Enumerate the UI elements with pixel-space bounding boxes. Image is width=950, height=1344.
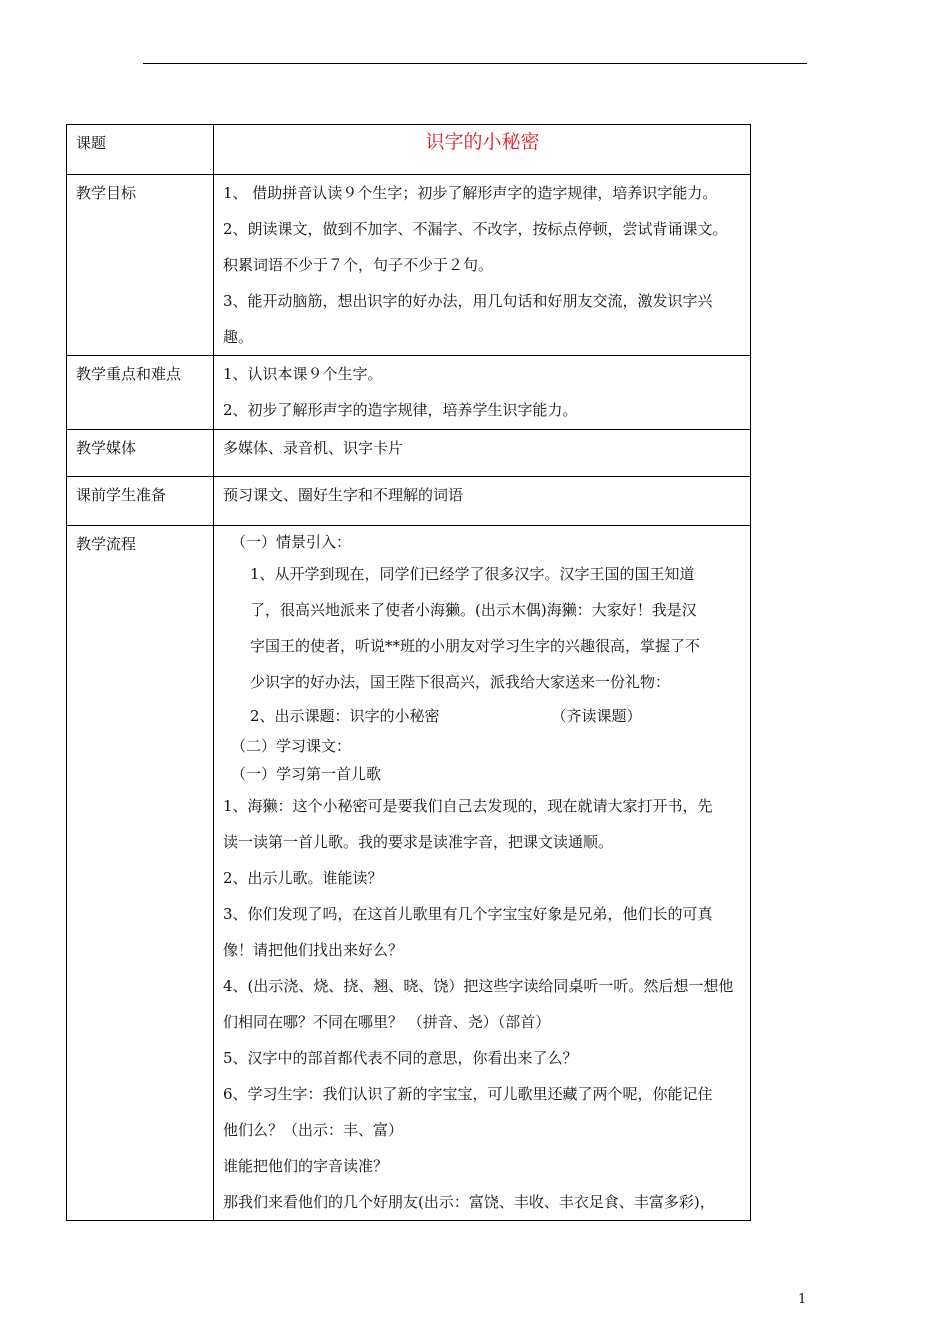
key-points-label: 教学重点和难点 — [67, 356, 214, 430]
process-line: 2、出示儿歌。谁能读？ — [223, 869, 383, 887]
goal-line: 3、能开动脑筋，想出识字的好办法，用几句话和好朋友交流，激发识字兴 — [223, 292, 713, 310]
process-line: 3、你们发现了吗，在这首儿歌里有几个字宝宝好象是兄弟，他们长的可真 — [223, 905, 713, 923]
goal-line: 1、 借助拼音认读９个生字；初步了解形声字的造字规律，培养识字能力。 — [223, 184, 718, 202]
process-line: 们相同在哪？不同在哪里？ （拼音、尧）（部首） — [223, 1013, 551, 1031]
process-line: 1、海獭：这个小秘密可是要我们自己去发现的，现在就请大家打开书，先 — [223, 797, 713, 815]
goals-row — [67, 175, 751, 356]
section-heading: （二）学习课文： — [231, 737, 352, 755]
goal-line: 积累词语不少于７个，句子不少于２句。 — [223, 256, 494, 274]
goals-cell — [214, 175, 751, 356]
media-row — [67, 430, 751, 477]
process-row — [67, 526, 751, 1221]
section-heading: （一）情景引入： — [231, 533, 352, 551]
process-line: 4、(出示浇、烧、挠、翘、晓、饶）把这些字读给同桌听一听。然后想一想他 — [223, 977, 734, 995]
process-label: 教学流程 — [67, 526, 214, 1221]
header-rule — [143, 63, 807, 64]
prep-row — [67, 477, 751, 526]
key-point-line: 2、初步了解形声字的造字规律，培养学生识字能力。 — [223, 401, 578, 419]
process-line: 1、从开学到现在，同学们已经学了很多汉字。汉字王国的国王知道 — [250, 565, 695, 583]
title-display-item: 2、出示课题：识字的小秘密 — [250, 707, 440, 725]
process-line: 谁能把他们的字音读准？ — [223, 1157, 389, 1175]
media-label: 教学媒体 — [67, 430, 214, 477]
process-line — [223, 700, 742, 732]
process-line: 字国王的使者，听说**班的小朋友对学习生字的兴趣很高，掌握了不 — [250, 637, 701, 655]
page-number: 1 — [798, 1292, 807, 1307]
process-line: 6、学习生字：我们认识了新的字宝宝，可儿歌里还藏了两个呢，你能记住 — [223, 1085, 713, 1103]
key-point-line: 1、认识本课９个生字。 — [223, 365, 383, 383]
goal-line: 趣。 — [223, 328, 254, 346]
media-cell — [214, 430, 751, 477]
title-label: 课题 — [67, 125, 214, 175]
goals-label: 教学目标 — [67, 175, 214, 356]
process-line: 那我们来看他们的几个好朋友(出示：富饶、丰收、丰衣足食、丰富多彩)， — [223, 1193, 715, 1211]
key-points-row — [67, 356, 751, 430]
process-line: 了，很高兴地派来了使者小海獭。(出示木偶)海獭：大家好！我是汉 — [250, 601, 697, 619]
key-points-cell — [214, 356, 751, 430]
process-line: 少识字的好办法，国王陛下很高兴，派我给大家送来一份礼物： — [250, 673, 671, 691]
prep-text: 预习课文、圈好生字和不理解的词语 — [223, 486, 464, 504]
media-text: 多媒体、录音机、识字卡片 — [223, 439, 404, 457]
process-line: 像！请把他们找出来好么？ — [223, 941, 404, 959]
process-cell — [214, 526, 751, 1221]
process-line: 5、汉字中的部首都代表不同的意思，你看出来了么？ — [223, 1049, 578, 1067]
goal-line: 2、朗读课文，做到不加字、不漏字、不改字，按标点停顿，尝试背诵课文。 — [223, 220, 728, 238]
sub-heading: （一）学习第一首儿歌 — [231, 765, 382, 783]
process-line: 读一读第一首儿歌。我的要求是读准字音，把课文读通顺。 — [223, 833, 614, 851]
process-line: 他们么？（出示：丰、富） — [223, 1121, 404, 1139]
lesson-plan-table — [66, 124, 751, 1221]
title-cell — [214, 125, 751, 175]
title-row — [67, 125, 751, 175]
choral-reading-note: （齐读课题） — [551, 707, 642, 725]
prep-cell — [214, 477, 751, 526]
lesson-title: 识字的小秘密 — [425, 131, 540, 153]
prep-label: 课前学生准备 — [67, 477, 214, 526]
